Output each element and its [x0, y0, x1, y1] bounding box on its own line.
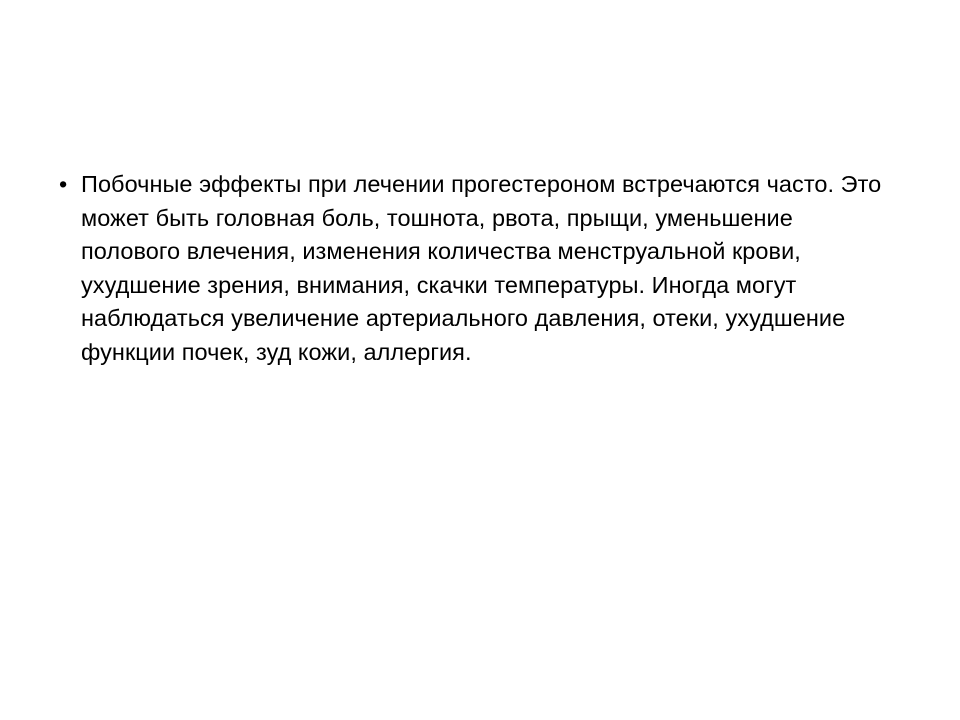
bullet-point-icon: • — [59, 171, 68, 197]
bullet-item-text: Побочные эффекты при лечении прогестероном встречаются часто. Это может быть головная боль, тошнота, рвота, прыщи, уменьшение полового влечения, изменения количества менструальной крови, ухудшение зрения, внимания, скачки температуры. Иногда могут наблюдаться увеличение артериального давления, отеки, ухудшение функции почек, зуд кожи, аллергия. — [81, 171, 882, 365]
list-item — [48, 168, 904, 369]
slide-content-block — [48, 168, 904, 369]
bullet-list — [48, 168, 904, 369]
